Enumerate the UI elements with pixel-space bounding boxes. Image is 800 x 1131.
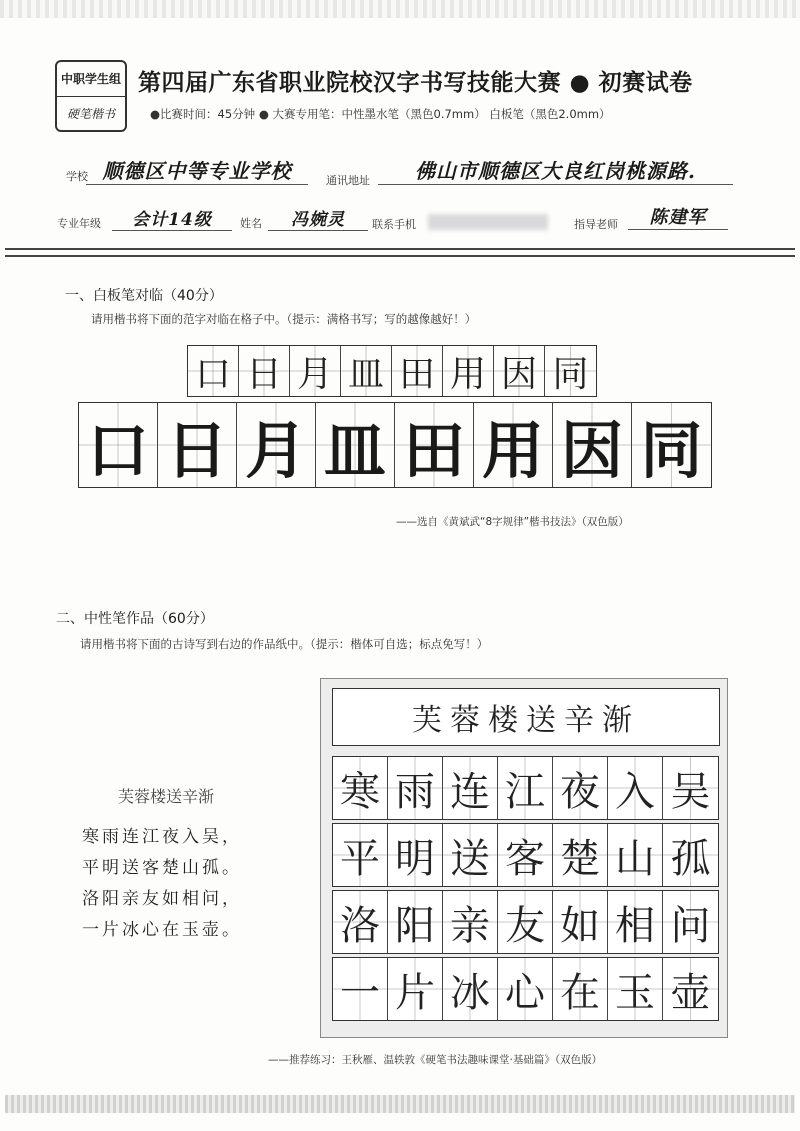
grid-character: 同 [552, 353, 589, 395]
address-value: 佛山市顺德区大良红岗桃源路. [378, 155, 733, 185]
phone-label: 联系手机 [372, 218, 416, 231]
grid-character: 客 [505, 835, 545, 882]
grid-character: 阳 [395, 902, 435, 949]
school-label: 学校 [66, 170, 88, 183]
exam-title: 第四届广东省职业院校汉字书写技能大赛 ● 初赛试卷 [138, 70, 693, 96]
grid-cell [388, 824, 443, 886]
grid-cell [333, 824, 388, 886]
grid-character: 江 [505, 768, 545, 815]
model-character-grid [78, 402, 712, 488]
grid-cell [239, 346, 290, 396]
section2-source: ——推荐练习：王秋雁、温轶敦《硬笔书法趣味课堂·基础篇》（双色版） [268, 1054, 603, 1066]
grid-character: 玉 [615, 969, 655, 1016]
exam-subtitle: ●比赛时间：45分钟 ● 大赛专用笔：中性墨水笔（黑色0.7mm） 白板笔（黑色2.0mm） [150, 107, 611, 121]
grid-character: 片 [395, 969, 435, 1016]
grid-character: 明 [395, 835, 435, 882]
grid-character: 入 [615, 768, 655, 815]
name-value: 冯婉灵 [268, 205, 368, 231]
section1-title: 一、白板笔对临（40分） [65, 288, 223, 304]
grid-cell [663, 958, 718, 1020]
whiteboard-practice-grid [187, 345, 597, 397]
grid-cell [392, 346, 443, 396]
scan-edge-bottom [5, 1095, 795, 1113]
grid-character: 亲 [450, 902, 490, 949]
grid-cell [388, 958, 443, 1020]
grid-cell [388, 891, 443, 953]
grid-character: 皿 [347, 353, 384, 395]
grid-cell [553, 403, 632, 487]
grid-cell [498, 958, 553, 1020]
grid-cell [663, 824, 718, 886]
section2-title: 二、中性笔作品（60分） [56, 611, 214, 627]
grid-cell [388, 757, 443, 819]
grade-label: 专业年级 [57, 217, 101, 230]
poem-title: 芙蓉楼送辛渐 [118, 787, 215, 806]
grid-cell [498, 891, 553, 953]
grid-character: 皿 [323, 413, 386, 487]
grid-character: 孤 [670, 835, 711, 882]
work-paper-row [332, 823, 719, 887]
grid-character: 田 [402, 413, 465, 487]
work-paper-row [332, 756, 719, 820]
grid-character: 月 [296, 353, 333, 395]
grid-character: 同 [640, 413, 703, 487]
grid-cell [158, 403, 237, 487]
grid-cell [443, 891, 498, 953]
grid-cell [474, 403, 553, 487]
grid-character: 在 [560, 969, 600, 1016]
grid-character: 用 [481, 413, 544, 487]
grid-cell [290, 346, 341, 396]
grid-character: 寒 [340, 768, 380, 815]
grid-cell [237, 403, 316, 487]
grid-character: 友 [505, 902, 545, 949]
grid-character: 问 [670, 902, 711, 949]
grid-cell [663, 757, 718, 819]
section1-source: ——选自《黄斌武“8字规律”楷书技法》（双色版） [396, 516, 629, 528]
grid-cell [333, 757, 388, 819]
teacher-label: 指导老师 [574, 218, 618, 231]
grid-cell [608, 958, 663, 1020]
grid-character: 洛 [340, 902, 380, 949]
grid-character: 平 [340, 835, 380, 882]
grid-cell [443, 346, 494, 396]
badge-category-label: 硬笔楷书 [66, 106, 115, 121]
grid-character: 口 [86, 413, 149, 487]
grid-character: 送 [450, 835, 490, 882]
poem-line: 平明送客楚山孤。 [82, 858, 242, 878]
grid-cell [443, 958, 498, 1020]
grid-character: 因 [560, 413, 623, 487]
group-badge [55, 60, 127, 132]
poem-line: 寒雨连江夜入吴， [82, 827, 242, 847]
section1-hint: 请用楷书将下面的范字对临在格子中。（提示：满格书写；写的越像越好！） [91, 312, 477, 326]
poem-line: 一片冰心在玉壶。 [82, 920, 242, 940]
grid-cell [498, 824, 553, 886]
grid-cell [341, 346, 392, 396]
grid-character: 日 [165, 413, 228, 487]
grid-character: 冰 [450, 969, 490, 1016]
grid-character: 用 [449, 353, 486, 395]
grid-character: 连 [450, 768, 490, 815]
grid-cell [443, 824, 498, 886]
grid-cell [663, 891, 718, 953]
address-label: 通讯地址 [326, 174, 370, 187]
grid-cell [498, 757, 553, 819]
grid-character: 心 [505, 969, 545, 1016]
header-divider [5, 248, 795, 257]
grid-cell [79, 403, 158, 487]
grid-cell [316, 403, 395, 487]
grid-cell [333, 958, 388, 1020]
grid-character: 楚 [560, 835, 600, 882]
grid-cell [443, 757, 498, 819]
section2-hint: 请用楷书将下面的古诗写到右边的作品纸中。（提示：楷体可自选；标点免写！） [80, 637, 489, 651]
grid-cell [553, 958, 608, 1020]
grid-cell [494, 346, 545, 396]
grid-character: 因 [500, 353, 537, 395]
work-paper-title: 芙蓉楼送辛渐 [412, 703, 640, 738]
grid-cell [333, 891, 388, 953]
scan-edge-top [0, 0, 800, 18]
poem-line: 洛阳亲友如相问， [82, 889, 242, 909]
grid-character: 壶 [670, 969, 711, 1016]
name-label: 姓名 [240, 217, 262, 230]
grid-character: 雨 [395, 768, 435, 815]
grid-cell [188, 346, 239, 396]
grid-character: 夜 [560, 768, 600, 815]
grid-cell [545, 346, 596, 396]
grid-character: 一 [340, 969, 380, 1016]
grid-cell [553, 891, 608, 953]
grid-character: 口 [194, 353, 231, 395]
badge-group-label: 中职学生组 [57, 62, 125, 97]
grade-value: 会计14级 [112, 205, 232, 231]
grid-cell [632, 403, 711, 487]
work-paper-row [332, 957, 719, 1021]
grid-cell [608, 824, 663, 886]
grid-character: 月 [244, 413, 307, 487]
grid-character: 山 [615, 835, 655, 882]
work-paper-row [332, 890, 719, 954]
school-value: 顺德区中等专业学校 [86, 155, 308, 185]
grid-cell [553, 824, 608, 886]
grid-character: 相 [615, 902, 655, 949]
grid-character: 田 [398, 353, 435, 395]
grid-character: 如 [560, 902, 600, 949]
grid-cell [395, 403, 474, 487]
teacher-value: 陈建军 [628, 203, 728, 230]
phone-redacted [428, 214, 548, 230]
grid-cell [608, 757, 663, 819]
grid-character: 日 [245, 353, 282, 395]
grid-cell [608, 891, 663, 953]
grid-cell [553, 757, 608, 819]
work-paper-title-box [332, 688, 720, 746]
grid-character: 吴 [670, 768, 711, 815]
